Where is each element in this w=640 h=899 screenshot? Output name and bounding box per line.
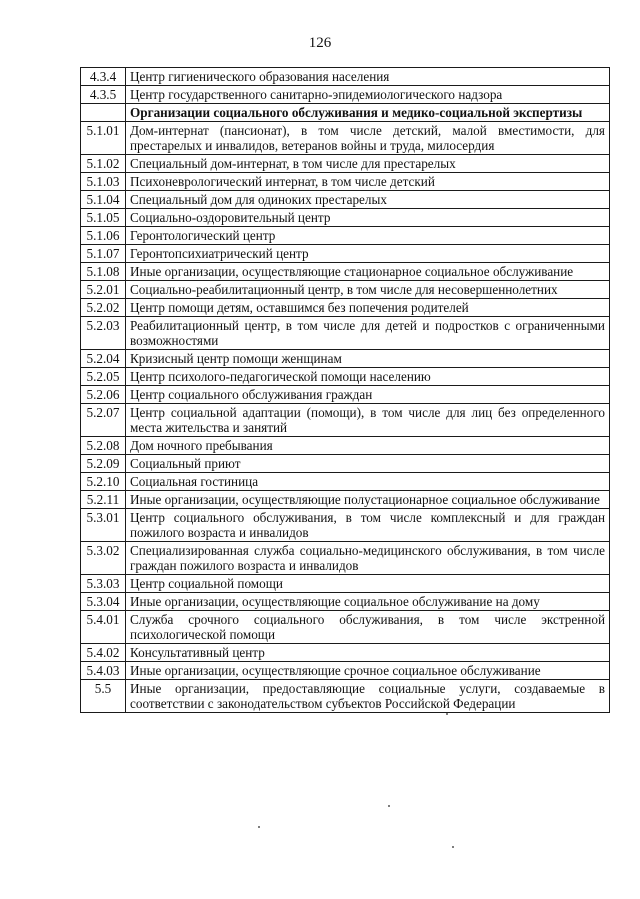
table-row	[81, 68, 610, 86]
table-row	[81, 86, 610, 104]
row-description: Социальный приют	[126, 455, 610, 473]
row-code: 5.2.11	[81, 491, 126, 509]
row-code: 5.2.07	[81, 404, 126, 437]
row-description: Центр социального обслуживания, в том числе комплексный и для граждан пожилого возраста и инвалидов	[126, 509, 610, 542]
row-code: 5.2.06	[81, 386, 126, 404]
table-row	[81, 245, 610, 263]
table-row	[81, 368, 610, 386]
row-description: Специальный дом-интернат, в том числе для престарелых	[126, 155, 610, 173]
row-code: 5.2.05	[81, 368, 126, 386]
row-code: 5.1.05	[81, 209, 126, 227]
table-row	[81, 593, 610, 611]
table-row	[81, 263, 610, 281]
row-description: Геронтологический центр	[126, 227, 610, 245]
row-description: Центр социальной помощи	[126, 575, 610, 593]
row-description: Иные организации, предоставляющие социальные услуги, создаваемые в соответствии с законодательством субъектов Российской Федерации	[126, 680, 610, 713]
row-code: 5.1.03	[81, 173, 126, 191]
row-code: 5.2.08	[81, 437, 126, 455]
row-code: 5.4.02	[81, 644, 126, 662]
table-row	[81, 644, 610, 662]
row-description: Психоневрологический интернат, в том числе детский	[126, 173, 610, 191]
row-code: 5.2.03	[81, 317, 126, 350]
row-code: 5.2.04	[81, 350, 126, 368]
row-description: Центр психолого-педагогической помощи населению	[126, 368, 610, 386]
row-code: 5.1.08	[81, 263, 126, 281]
table-row	[81, 473, 610, 491]
row-description: Специализированная служба социально-медицинского обслуживания, в том числе граждан пожилого возраста и инвалидов	[126, 542, 610, 575]
row-description: Центр социального обслуживания граждан	[126, 386, 610, 404]
scan-speck	[452, 846, 454, 848]
row-description: Социально-оздоровительный центр	[126, 209, 610, 227]
row-code: 5.3.01	[81, 509, 126, 542]
row-code: 5.2.10	[81, 473, 126, 491]
table-row	[81, 350, 610, 368]
table-row	[81, 281, 610, 299]
table-row	[81, 455, 610, 473]
table-row	[81, 611, 610, 644]
row-code: 4.3.4	[81, 68, 126, 86]
table-row	[81, 491, 610, 509]
table-row	[81, 209, 610, 227]
section-heading: Организации социального обслуживания и медико-социальной экспертизы	[126, 104, 610, 122]
row-description: Кризисный центр помощи женщинам	[126, 350, 610, 368]
page-number: 126	[308, 35, 332, 51]
table-row	[81, 680, 610, 713]
table-row	[81, 437, 610, 455]
table-row	[81, 662, 610, 680]
row-code: 5.2.09	[81, 455, 126, 473]
row-code: 5.4.03	[81, 662, 126, 680]
row-description: Центр социальной адаптации (помощи), в том числе для лиц без определенного места жительства и занятий	[126, 404, 610, 437]
row-code: 5.5	[81, 680, 126, 713]
row-description: Социальная гостиница	[126, 473, 610, 491]
table-body	[81, 68, 610, 713]
row-code: 5.3.02	[81, 542, 126, 575]
row-code: 5.3.03	[81, 575, 126, 593]
table-row	[81, 122, 610, 155]
row-code: 5.1.06	[81, 227, 126, 245]
row-description: Реабилитационный центр, в том числе для детей и подростков с ограниченными возможностями	[126, 317, 610, 350]
table-row	[81, 386, 610, 404]
table-row	[81, 404, 610, 437]
scan-speck	[388, 805, 390, 807]
row-code	[81, 104, 126, 122]
row-code: 5.1.02	[81, 155, 126, 173]
table-row	[81, 317, 610, 350]
table-row	[81, 191, 610, 209]
row-description: Специальный дом для одиноких престарелых	[126, 191, 610, 209]
row-description: Дом-интернат (пансионат), в том числе детский, малой вместимости, для престарелых и инвалидов, ветеранов войны и труда, милосердия	[126, 122, 610, 155]
row-description: Дом ночного пребывания	[126, 437, 610, 455]
row-description: Иные организации, осуществляющие срочное социальное обслуживание	[126, 662, 610, 680]
row-description: Геронтопсихиатрический центр	[126, 245, 610, 263]
row-description: Иные организации, осуществляющие социальное обслуживание на дому	[126, 593, 610, 611]
table-row	[81, 173, 610, 191]
row-description: Служба срочного социального обслуживания, в том числе экстренной психологической помощи	[126, 611, 610, 644]
row-description: Центр помощи детям, оставшимся без попечения родителей	[126, 299, 610, 317]
row-code: 5.2.02	[81, 299, 126, 317]
row-description: Центр государственного санитарно-эпидемиологического надзора	[126, 86, 610, 104]
table-row	[81, 155, 610, 173]
scan-speck	[258, 826, 260, 828]
scan-speck	[446, 713, 448, 715]
row-description: Иные организации, осуществляющие полустационарное социальное обслуживание	[126, 491, 610, 509]
classification-table	[80, 67, 610, 713]
row-code: 5.4.01	[81, 611, 126, 644]
table-row	[81, 299, 610, 317]
row-code: 5.1.01	[81, 122, 126, 155]
row-description: Консультативный центр	[126, 644, 610, 662]
table-row	[81, 509, 610, 542]
table-row	[81, 575, 610, 593]
row-code: 5.1.07	[81, 245, 126, 263]
row-description: Социально-реабилитационный центр, в том числе для несовершеннолетних	[126, 281, 610, 299]
row-code: 5.2.01	[81, 281, 126, 299]
row-code: 5.1.04	[81, 191, 126, 209]
row-code: 4.3.5	[81, 86, 126, 104]
table-row	[81, 542, 610, 575]
table-row	[81, 104, 610, 122]
row-description: Иные организации, осуществляющие стационарное социальное обслуживание	[126, 263, 610, 281]
table-row	[81, 227, 610, 245]
row-description: Центр гигиенического образования населения	[126, 68, 610, 86]
row-code: 5.3.04	[81, 593, 126, 611]
